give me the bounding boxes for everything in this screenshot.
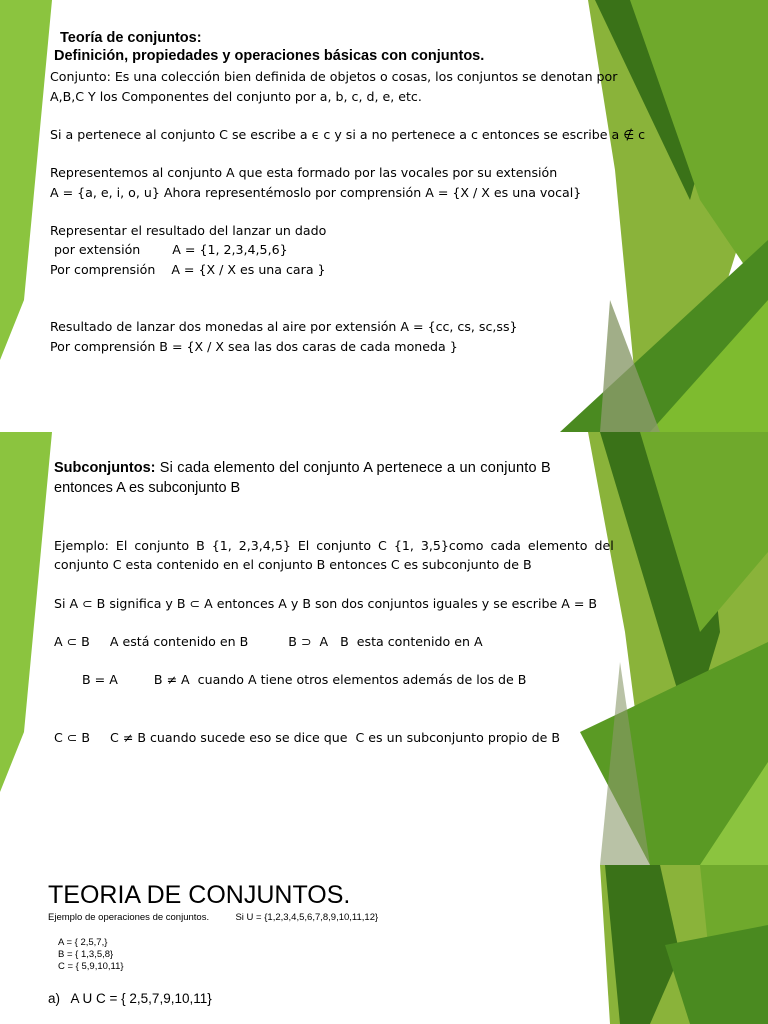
definition-line-2: A,B,C Y los Componentes del conjunto por a, b, c, d, e, etc. [50, 89, 422, 104]
example-line-2: conjunto C esta contenido en el conjunto B entonces C es subconjunto de B [54, 557, 532, 572]
dice-line-1: Representar el resultado del lanzar un dado [50, 223, 327, 238]
slide-1-title: Teoría de conjuntos: [60, 30, 202, 46]
dice-line-3: Por comprensión A = {X / X es una cara } [50, 262, 326, 277]
containment-line: A ⊂ B A está contenido en B B ⊃ A B esta contenido en A [54, 634, 483, 649]
slide-3-title: TEORIA DE CONJUNTOS. [48, 881, 351, 909]
inequality-line: B = A B ≠ A cuando A tiene otros elementos además de los de B [82, 672, 527, 687]
coins-line-1: Resultado de lanzar dos monedas al aire por extensión A = {cc, cs, sc,ss} [50, 319, 518, 334]
set-c: C = { 5,9,10,11} [58, 961, 124, 972]
subconjuntos-intro-text: Si cada elemento del conjunto A pertenece a un conjunto B [155, 460, 551, 476]
subconjuntos-intro-line-1 [54, 460, 551, 476]
slide-3 [0, 865, 768, 1024]
subconjuntos-intro-line-2: entonces A es subconjunto B [54, 480, 241, 496]
vowels-line-2: A = {a, e, i, o, u} Ahora representémoslo por comprensión A = {X / X es una vocal} [50, 185, 582, 200]
equality-line: Si A ⊂ B significa y B ⊂ A entonces A y B son dos conjuntos iguales y se escribe A = B [54, 596, 598, 611]
slide-2 [0, 432, 768, 865]
slide-1 [0, 0, 768, 432]
operation-a: a) A U C = { 2,5,7,9,10,11} [48, 991, 212, 1006]
membership-line: Si a pertenece al conjunto C se escribe a ϵ c y si a no pertenece a c entonces se escribe a ∉ c [50, 127, 646, 142]
example-line-1: Ejemplo: El conjunto B {1, 2,3,4,5} El conjunto C {1, 3,5}como cada elemento del [54, 538, 614, 553]
coins-line-2: Por comprensión B = {X / X sea las dos caras de cada moneda } [50, 339, 458, 354]
definition-line-1: Conjunto: Es una colección bien definida de objetos o cosas, los conjuntos se denotan por [50, 69, 618, 84]
vowels-line-1: Representemos al conjunto A que esta formado por las vocales por su extensión [50, 165, 558, 180]
subconjuntos-heading: Subconjuntos: [54, 460, 156, 476]
proper-subset-line: C ⊂ B C ≠ B cuando sucede eso se dice que C es un subconjunto propio de B [54, 730, 561, 745]
set-a: A = { 2,5,7,} [58, 937, 108, 948]
dice-line-2: por extensión A = {1, 2,3,4,5,6} [50, 242, 288, 257]
slide-1-subtitle: Definición, propiedades y operaciones básicas con conjuntos. [54, 48, 485, 64]
set-b: B = { 1,3,5,8} [58, 949, 114, 960]
slide-3-subtitle: Ejemplo de operaciones de conjuntos. Si U = {1,2,3,4,5,6,7,8,9,10,11,12} [48, 912, 379, 923]
